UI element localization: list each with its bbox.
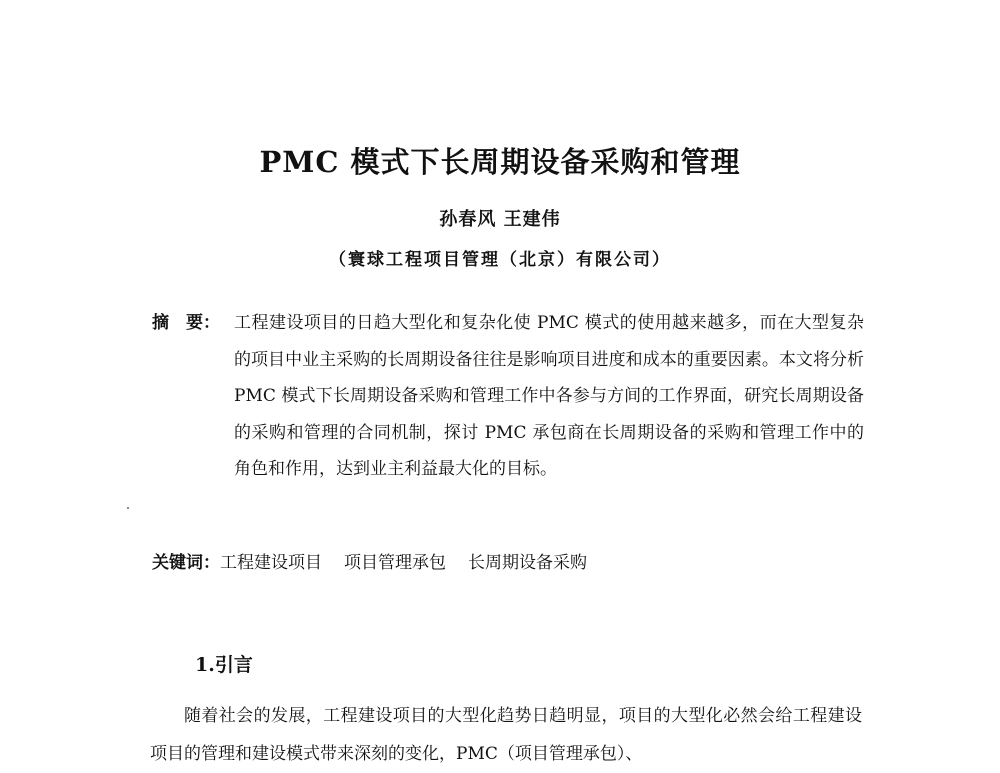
keyword-item: 长周期设备采购 [468,553,587,573]
paper-authors: 孙春风 王建伟 [439,209,561,230]
keyword-item: 工程建设项目 [220,553,322,573]
keyword-item: 项目管理承包 [344,553,446,573]
section-body-text: 随着社会的发展，工程建设项目的大型化趋势日趋明显，项目的大型化必然会给工程建设项目的管理和建设模式带来深刻的变化，PMC（项目管理承包）、 [150,706,862,764]
section-heading: 1.引言 [195,654,253,676]
paper-affiliation: （寰球工程项目管理（北京）有限公司） [329,250,671,270]
paper-title: PMC 模式下长周期设备采购和管理 [259,145,741,179]
scan-speck [127,507,129,509]
keywords-label: 关键词： [152,553,220,573]
abstract-text: 工程建设项目的日趋大型化和复杂化使 PMC 模式的使用越来越多，而在大型复杂的项目中业主采购的长周期设备往往是影响项目进度和成本的重要因素。本文将分析 PMC 模式下长周期设备采购和管理工作中各参与方间的工作界面，研究长周期设备的采购和管理的合同机制，探讨 PMC 承包商在长周期设备的采购和管理工作中的角色和作用，达到业主利益最大化的目标。 [234,313,864,479]
keywords-block [152,548,864,578]
abstract-label: 摘 要： [152,313,220,333]
